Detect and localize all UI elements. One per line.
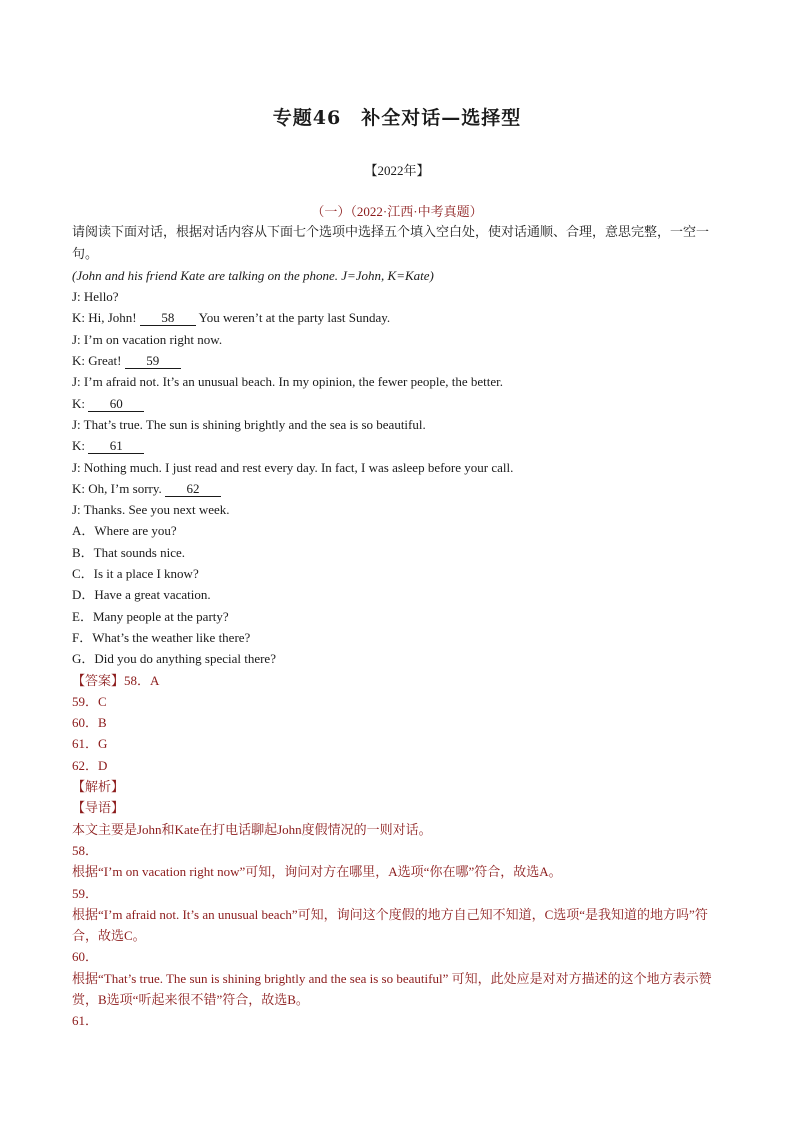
option-d: D．Have a great vacation. [72, 587, 211, 603]
blank-61: 61 [88, 438, 144, 454]
dialogue-line [72, 329, 722, 350]
answer-line: 61．G [72, 736, 108, 752]
option-f: F．What’s the weather like there? [72, 629, 251, 645]
option-b: B．That sounds nice. [72, 544, 186, 560]
blank-62: 62 [165, 481, 221, 497]
dialogue-text: J: Thanks. See you next week. [72, 502, 230, 518]
blank-58: 58 [140, 310, 196, 326]
dialogue-text: K: Hi, John! [72, 310, 140, 326]
dialogue-text: J: Nothing much. I just read and rest every day. In fact, I was asleep before your call. [72, 459, 514, 475]
dialogue-text: K: [72, 438, 89, 454]
dialogue-text: J: That’s true. The sun is shining brightly and the sea is so beautiful. [72, 416, 426, 432]
context-text: (John and his friend Kate are talking on the phone. J=John, K=Kate) [72, 267, 434, 283]
dialogue-line [72, 478, 722, 499]
section-heading: （一）（2022·江西·中考真题） [311, 204, 483, 219]
dialogue-text: J: Hello? [72, 289, 119, 305]
answer-line: 【答案】58．A [72, 672, 160, 688]
dialogue-text: K: Oh, I’m sorry. [72, 480, 166, 496]
content [72, 201, 722, 1032]
dialogue-text: J: I’m afraid not. It’s an unusual beach. In my opinion, the fewer people, the better. [72, 374, 504, 390]
explanations [72, 840, 722, 1032]
dialogue-line [72, 286, 722, 307]
instruction-text: 请阅读下面对话，根据对话内容从下面七个选项中选择五个填入空白处，使对话通顺、合理，意思完整，一空一句。 [72, 225, 710, 262]
dialogue-line [72, 393, 722, 414]
explanation-text: 根据“I’m on vacation right now”可知，询问对方在哪里，A选项“你在哪”符合，故选A。 [72, 864, 562, 880]
option-c: C．Is it a place I know? [72, 566, 199, 582]
guide-text: 本文主要是John和Kate在打电话聊起John度假情况的一则对话。 [72, 821, 432, 837]
dialogue-text: K: [72, 395, 89, 411]
dialogue-line [72, 307, 722, 328]
guide-label: 【导语】 [72, 800, 125, 816]
dialogue-line [72, 371, 722, 392]
option-e: E．Many people at the party? [72, 608, 229, 624]
analysis-label: 【解析】 [72, 779, 125, 795]
explanation-text: 根据“I’m afraid not. It’s an unusual beach”可知，询问这个度假的地方自己知不知道，C选项“是我知道的地方吗”符合，故选C。 [72, 906, 708, 944]
answer-line: 62．D [72, 757, 108, 773]
explanation-number: 60． [72, 949, 99, 965]
answer-line: 59．C [72, 693, 107, 709]
dialogue-line [72, 435, 722, 456]
explanation-text: 根据“That’s true. The sun is shining brightly and the sea is so beautiful” 可知，此处应是对对方描述的这个地方表示赞赏，B选项“听起来很不错”符合，故选B。 [72, 970, 712, 1007]
blank-59: 59 [125, 353, 181, 369]
dialogue-line [72, 457, 722, 478]
explanation-number: 59． [72, 885, 99, 901]
dialogue-text: K: Great! [72, 353, 125, 369]
options-list [72, 520, 722, 669]
page-title: 专题46 补全对话—选择型 [272, 107, 522, 129]
dialogue-text: You weren’t at the party last Sunday. [195, 310, 391, 326]
answers [72, 670, 722, 776]
explanation-number: 61． [72, 1013, 99, 1029]
dialogue [72, 286, 722, 520]
dialogue-line [72, 350, 722, 371]
dialogue-line [72, 414, 722, 435]
option-a: A．Where are you? [72, 523, 177, 539]
year-heading: 【2022年】 [364, 163, 430, 178]
explanation-number: 58． [72, 842, 99, 858]
dialogue-text: J: I’m on vacation right now. [72, 331, 223, 347]
option-g: G．Did you do anything special there? [72, 651, 276, 667]
dialogue-line [72, 499, 722, 520]
blank-60: 60 [88, 396, 144, 412]
answer-line: 60．B [72, 715, 107, 731]
